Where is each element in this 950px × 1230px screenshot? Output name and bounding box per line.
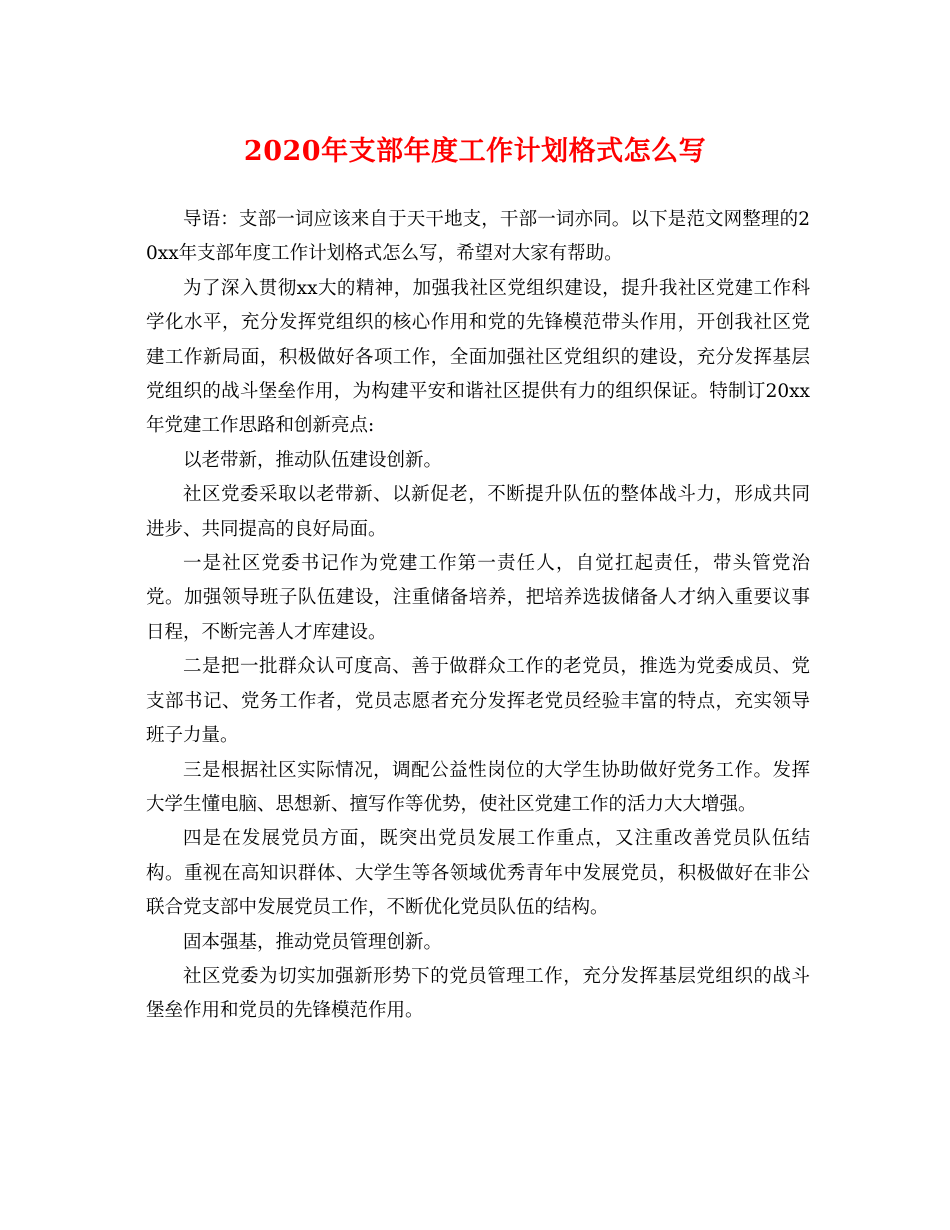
paragraph-heading-management: 固本强基，推动党员管理创新。: [183, 931, 443, 953]
paragraph-team-summary: 社区党委采取以老带新、以新促老，不断提升队伍的整体战斗力，形成共同进步、共同提高的良好局面。: [146, 484, 810, 540]
paragraph-intro: 导语：支部一词应该来自于天干地支，干部一词亦同。以下是范文网整理的20xx年支部年度工作计划格式怎么写，希望对大家有帮助。: [146, 209, 810, 265]
paragraph-point-two: 二是把一批群众认可度高、善于做群众工作的老党员，推选为党委成员、党支部书记、党务工作者，党员志愿者充分发挥老党员经验丰富的特点，充实领导班子力量。: [146, 656, 810, 747]
paragraph-point-three: 三是根据社区实际情况，调配公益性岗位的大学生协助做好党务工作。发挥大学生懂电脑、思想新、擅写作等优势，使社区党建工作的活力大大增强。: [146, 759, 810, 815]
paragraph-heading-team: 以老带新，推动队伍建设创新。: [183, 449, 443, 471]
paragraph-point-four: 四是在发展党员方面，既突出党员发展工作重点，又注重改善党员队伍结构。重视在高知识群体、大学生等各领域优秀青年中发展党员，积极做好在非公联合党支部中发展党员工作，不断优化党员队伍的结构。: [146, 828, 810, 919]
document-body: [146, 203, 810, 1029]
paragraph-purpose: 为了深入贯彻xx大的精神，加强我社区党组织建设，提升我社区党建工作科学化水平，充分发挥党组织的核心作用和党的先锋模范带头作用，开创我社区党建工作新局面，积极做好各项工作，全面加强社区党组织的建设，充分发挥基层党组织的战斗堡垒作用，为构建平安和谐社区提供有力的组织保证。特制订20xx年党建工作思路和创新亮点:: [146, 277, 810, 437]
paragraph-management-summary: 社区党委为切实加强新形势下的党员管理工作，充分发挥基层党组织的战斗堡垒作用和党员的先锋模范作用。: [146, 965, 810, 1022]
paragraph-point-one: 一是社区党委书记作为党建工作第一责任人，自觉扛起责任，带头管党治党。加强领导班子队伍建设，注重储备培养，把培养选拔储备人才纳入重要议事日程，不断完善人才库建设。: [146, 553, 810, 643]
document-title: 2020年支部年度工作计划格式怎么写: [243, 136, 707, 167]
